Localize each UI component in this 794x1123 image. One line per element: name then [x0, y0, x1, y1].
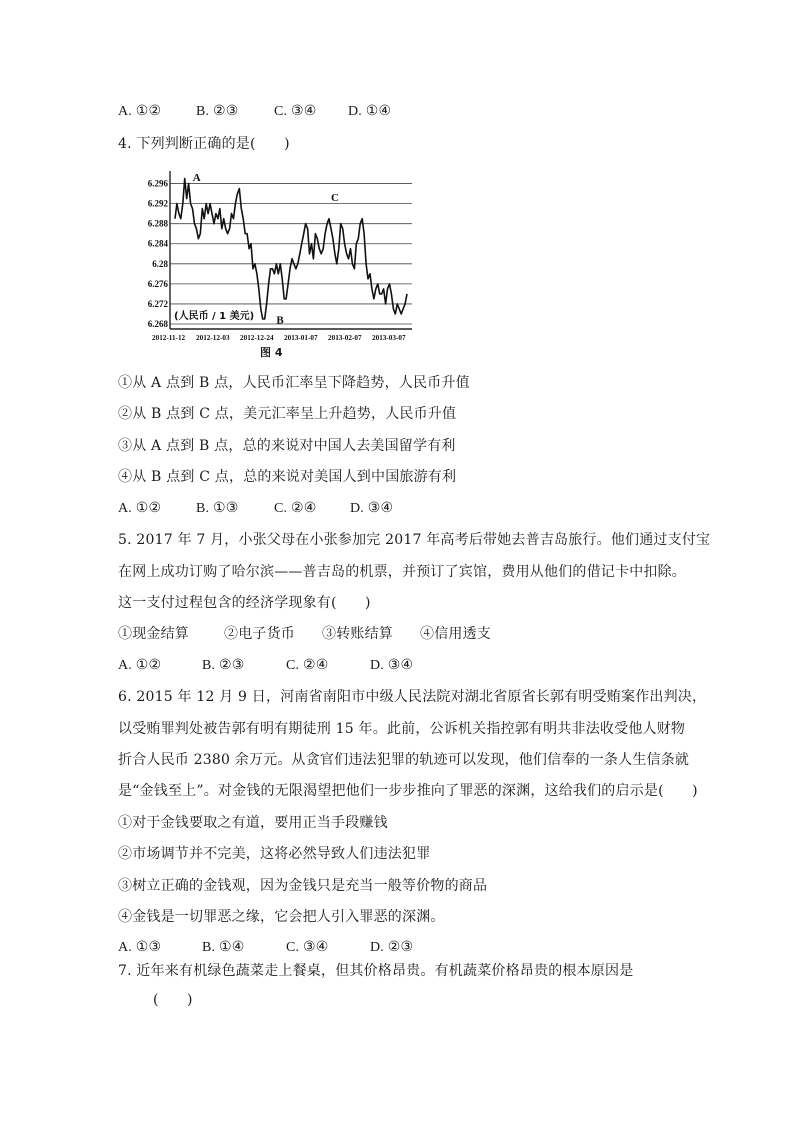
- q5-options: [118, 656, 413, 676]
- x-tick-label-1: 2012-12-03: [196, 334, 230, 342]
- q4-option-d: D. ③④: [350, 501, 394, 516]
- q4-statement-2: ②从 B 点到 C 点，美元汇率呈上升趋势，人民币升值: [118, 406, 457, 422]
- y-tick-label-4: 6.28: [152, 258, 168, 269]
- point-label-b: B: [276, 314, 284, 327]
- q5-option-d: D. ③④: [370, 658, 414, 673]
- q4-statement-3: ③从 A 点到 B 点，总的来说对中国人去美国留学有利: [118, 438, 456, 454]
- q5-option-a: A. ①②: [118, 658, 162, 673]
- y-tick-label-5: 6.276: [147, 278, 168, 289]
- exchange-rate-series-line: [175, 179, 407, 320]
- exchange-rate-chart: [147, 165, 425, 367]
- q6-option-a: A. ①③: [118, 940, 162, 955]
- q7-line-1: 7. 近年来有机绿色蔬菜走上餐桌，但其价格昂贵。有机蔬菜价格昂贵的根本原因是: [118, 963, 634, 979]
- y-tick-label-2: 6.288: [147, 218, 168, 229]
- q4-statement-1: ①从 A 点到 B 点，人民币汇率呈下降趋势，人民币升值: [118, 375, 470, 391]
- y-tick-label-3: 6.284: [147, 238, 168, 249]
- figure-caption: 图 4: [260, 346, 283, 359]
- q5-line-1: 5. 2017 年 7 月，小张父母在小张参加完 2017 年高考后带她去普吉岛旅行。他们通过支付宝: [118, 532, 711, 548]
- x-tick-label-3: 2013-01-07: [284, 334, 318, 342]
- q5-line-3: 这一支付过程包含的经济学现象有( ): [118, 595, 371, 611]
- point-label-c: C: [331, 192, 339, 205]
- x-tick-label-4: 2013-02-07: [328, 334, 362, 342]
- q3-option-a: A. ①②: [118, 104, 162, 119]
- y-tick-label-6: 6.272: [147, 298, 168, 309]
- q6-line-1: 6. 2015 年 12 月 9 日，河南省南阳市中级人民法院对湖北省原省长郭有明受贿案作出判决，: [118, 689, 707, 705]
- q6-statement-1: ①对于金钱要取之有道，要用正当手段赚钱: [118, 815, 388, 831]
- y-tick-label-7: 6.268: [147, 318, 168, 329]
- q5-item-4: ④信用透支: [420, 626, 491, 642]
- x-tick-label-0: 2012-11-12: [152, 334, 186, 342]
- x-tick-label-2: 2012-12-24: [240, 334, 274, 342]
- q6-option-c: C. ③④: [286, 940, 329, 955]
- q5-item-3: ③转账结算: [322, 626, 393, 642]
- q4-option-c: C. ②④: [274, 501, 317, 516]
- q4-option-a: A. ①②: [118, 501, 162, 516]
- chart-svg: [147, 165, 425, 345]
- y-tick-label-1: 6.292: [147, 198, 168, 209]
- q6-option-d: D. ②③: [370, 940, 414, 955]
- y-tick-label-0: 6.296: [147, 178, 168, 189]
- x-tick-label-5: 2013-03-07: [372, 334, 406, 342]
- q6-option-b: B. ①④: [202, 940, 245, 955]
- q5-option-c: C. ②④: [286, 658, 329, 673]
- q6-statement-3: ③树立正确的金钱观，因为金钱只是充当一般等价物的商品: [118, 878, 488, 894]
- q5-item-2: ②电子货币: [224, 626, 295, 642]
- q5-items: [118, 624, 491, 644]
- q3-option-b: B. ②③: [196, 104, 239, 119]
- q7-line-2: ( ): [153, 992, 193, 1008]
- point-label-a: A: [192, 172, 201, 185]
- q6-statement-4: ④金钱是一切罪恶之缘，它会把人引入罪恶的深渊。: [118, 909, 445, 925]
- q6-line-2: 以受贿罪判处被告郭有明有期徒刑 15 年。此前，公诉机关指控郭有明共非法收受他人财物: [118, 721, 686, 737]
- q5-item-1: ①现金结算: [118, 626, 189, 642]
- q4-options: [118, 499, 393, 519]
- unit-label: (人民币 / 1 美元): [174, 310, 255, 322]
- q5-line-2: 在网上成功订购了哈尔滨——普吉岛的机票，并预订了宾馆，费用从他们的借记卡中扣除。: [118, 564, 686, 580]
- q3-option-d: D. ①④: [348, 104, 392, 119]
- q3-options: [118, 102, 391, 122]
- q4-option-b: B. ①③: [196, 501, 239, 516]
- q6-line-3: 折合人民币 2380 余万元。从贪官们违法犯罪的轨迹可以发现，他们信奉的一条人生信条就: [118, 752, 690, 768]
- q6-statement-2: ②市场调节并不完美，这将必然导致人们违法犯罪: [118, 846, 431, 862]
- q4-stem: 4. 下列判断正确的是( ): [118, 136, 290, 152]
- q6-options: [118, 938, 413, 958]
- q3-option-c: C. ③④: [274, 104, 317, 119]
- q4-statement-4: ④从 B 点到 C 点，总的来说对美国人到中国旅游有利: [118, 469, 457, 485]
- q6-line-4: 是“金钱至上”。对金钱的无限渴望把他们一步步推向了罪恶的深渊，这给我们的启示是( ): [118, 783, 698, 799]
- q5-option-b: B. ②③: [202, 658, 245, 673]
